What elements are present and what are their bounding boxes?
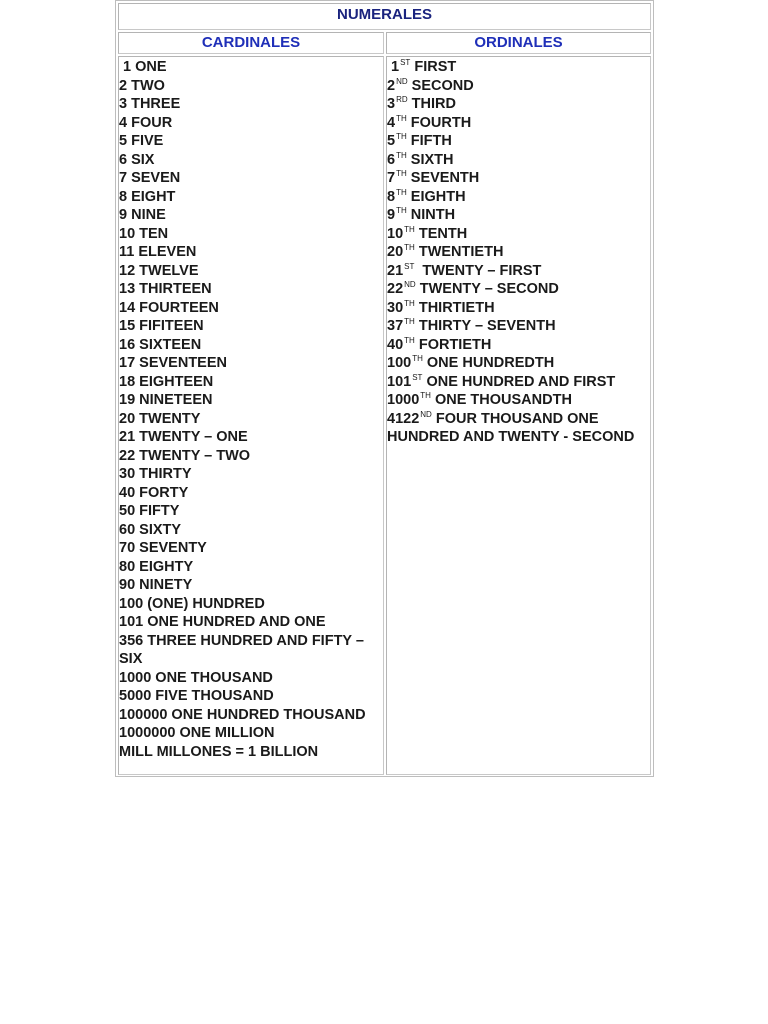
cardinal-item: 1000000 ONE MILLION	[119, 725, 275, 741]
ordinal-item	[387, 354, 650, 373]
cardinal-item: 9 NINE	[119, 207, 166, 223]
ordinal-suffix: ND	[396, 76, 408, 86]
ordinal-number: 4122	[387, 410, 420, 427]
ordinal-word: THIRD	[407, 96, 456, 112]
ordinals-list	[386, 56, 651, 775]
ordinal-number: 37	[387, 318, 404, 334]
ordinal-item	[387, 391, 650, 410]
ordinal-word: THIRTIETH	[414, 299, 495, 316]
ordinal-number: 101	[387, 373, 412, 390]
ordinal-word: FORTIETH	[414, 336, 492, 353]
ordinal-suffix: TH	[404, 298, 415, 308]
ordinal-item	[387, 280, 650, 299]
ordinal-number: 100	[387, 355, 412, 371]
cardinals-list	[118, 56, 384, 775]
ordinal-number: 10	[387, 225, 404, 242]
cardinal-item: 60 SIXTY	[119, 521, 182, 538]
cardinal-item: 22 TWENTY – TWO	[119, 447, 251, 464]
ordinal-item	[387, 225, 650, 244]
cardinal-item: 8 EIGHT	[119, 188, 176, 205]
cardinal-item: 40 FORTY	[119, 484, 189, 501]
cardinal-item: 90 NINETY	[119, 577, 193, 593]
ordinal-number: 2	[387, 77, 396, 94]
cardinal-item: 30 THIRTY	[119, 466, 192, 482]
ordinal-word: FIRST	[410, 59, 457, 75]
ordinal-item	[387, 299, 650, 318]
cardinal-item: 20 TWENTY	[119, 410, 201, 427]
cardinal-item: 12 TWELVE	[119, 262, 199, 279]
ordinal-suffix: TH	[396, 113, 407, 123]
ordinal-word: SECOND	[407, 77, 474, 94]
cardinal-item: 5000 FIVE THOUSAND	[119, 688, 274, 704]
ordinal-suffix: TH	[396, 150, 407, 160]
ordinal-suffix: TH	[404, 243, 415, 252]
cardinal-item: 16 SIXTEEN	[119, 336, 202, 353]
cardinal-item: 15 FIFITEEN	[119, 318, 204, 334]
cardinal-item: 1000 ONE THOUSAND	[119, 669, 273, 686]
ordinal-item	[387, 317, 650, 336]
cardinal-item: 7 SEVEN	[119, 170, 181, 186]
ordinal-word: FIFTH	[406, 133, 452, 149]
cardinal-item: 356 THREE HUNDRED AND FIFTY –	[119, 632, 364, 649]
cardinal-item: 100000 ONE HUNDRED THOUSAND	[119, 706, 366, 723]
ordinal-word: ONE HUNDREDTH	[422, 355, 555, 371]
ordinal-word: EIGHTH	[406, 188, 466, 205]
ordinal-word: NINTH	[406, 207, 456, 223]
cardinal-item: 18 EIGHTEEN	[119, 373, 214, 390]
ordinal-suffix: TH	[396, 169, 407, 178]
table-title: NUMERALES	[118, 3, 651, 30]
cardinal-item: 3 THREE	[119, 96, 181, 112]
cardinal-item: 17 SEVENTEEN	[119, 355, 227, 371]
ordinal-number: 5	[387, 133, 396, 149]
cardinal-item: MILL MILLONES = 1 BILLION	[119, 743, 319, 760]
cardinal-item: 14 FOURTEEN	[119, 299, 219, 316]
cardinals-header: CARDINALES	[118, 32, 384, 54]
cardinal-item: SIX	[119, 651, 143, 667]
ordinal-item	[387, 206, 650, 225]
ordinal-suffix: TH	[396, 206, 407, 215]
ordinal-item	[387, 58, 650, 77]
ordinal-item	[387, 77, 650, 96]
cardinal-item: 4 FOUR	[119, 114, 173, 131]
cardinal-item: 21 TWENTY – ONE	[119, 429, 248, 445]
ordinal-item	[387, 151, 650, 170]
ordinal-suffix: TH	[404, 317, 415, 326]
ordinal-number: 20	[387, 244, 404, 260]
ordinal-number: 40	[387, 336, 404, 353]
ordinal-suffix: TH	[396, 132, 407, 141]
cardinal-item: 19 NINETEEN	[119, 392, 213, 408]
ordinal-number: 4	[387, 114, 396, 131]
cardinal-item: 6 SIX	[119, 151, 155, 168]
ordinal-word: THIRTY – SEVENTH	[414, 318, 556, 334]
cardinal-item: 11 ELEVEN	[119, 244, 197, 260]
ordinal-suffix: ND	[420, 409, 432, 419]
cardinal-item: 13 THIRTEEN	[119, 281, 212, 297]
cardinal-item: 100 (ONE) HUNDRED	[119, 595, 265, 612]
ordinal-item	[387, 373, 650, 392]
cardinal-item: 80 EIGHTY	[119, 558, 194, 575]
ordinal-item	[387, 169, 650, 188]
ordinal-number: 8	[387, 188, 396, 205]
ordinal-suffix: TH	[404, 335, 415, 345]
cardinal-item: 50 FIFTY	[119, 503, 180, 519]
cardinal-item: 1 ONE	[119, 59, 167, 75]
ordinal-item	[387, 95, 650, 114]
ordinal-suffix: TH	[404, 224, 415, 234]
ordinal-item	[387, 188, 650, 207]
numerals-table	[115, 0, 654, 777]
ordinal-number: 21	[387, 262, 404, 279]
cardinal-item: 70 SEVENTY	[119, 540, 207, 556]
ordinal-number: 30	[387, 299, 404, 316]
ordinal-word: TWENTY – SECOND	[415, 281, 559, 297]
ordinal-word: TWENTY – FIRST	[414, 262, 542, 279]
ordinal-suffix: ST	[400, 58, 411, 67]
cardinal-item: 5 FIVE	[119, 133, 164, 149]
ordinal-word: FOUR THOUSAND ONE HUNDRED AND TWENTY - SECOND	[387, 410, 635, 445]
ordinal-number: 9	[387, 207, 396, 223]
ordinal-suffix: ST	[404, 261, 415, 271]
ordinal-item	[387, 114, 650, 133]
ordinal-item	[387, 410, 650, 447]
cardinal-item: 101 ONE HUNDRED AND ONE	[119, 614, 326, 630]
ordinal-word: ONE THOUSANDTH	[430, 392, 572, 408]
ordinal-number: 22	[387, 281, 404, 297]
ordinal-suffix: ST	[412, 372, 423, 382]
ordinal-word: TENTH	[414, 225, 468, 242]
ordinal-suffix: TH	[412, 354, 423, 363]
ordinal-item	[387, 132, 650, 151]
ordinal-suffix: RD	[396, 95, 408, 104]
ordinal-word: TWENTIETH	[414, 244, 504, 260]
ordinal-word: FOURTH	[406, 114, 472, 131]
ordinal-word: SIXTH	[406, 151, 454, 168]
ordinal-number: 7	[387, 170, 396, 186]
ordinal-item	[387, 243, 650, 262]
ordinal-number: 3	[387, 96, 396, 112]
cardinal-item: 2 TWO	[119, 77, 165, 94]
ordinal-number: 1	[387, 59, 400, 75]
ordinal-item	[387, 336, 650, 355]
ordinal-number: 1000	[387, 392, 420, 408]
ordinal-number: 6	[387, 151, 396, 168]
ordinals-header: ORDINALES	[386, 32, 651, 54]
ordinal-suffix: TH	[396, 187, 407, 197]
ordinal-word: SEVENTH	[406, 170, 480, 186]
ordinal-suffix: ND	[404, 280, 416, 289]
ordinal-suffix: TH	[420, 391, 431, 400]
cardinal-item: 10 TEN	[119, 225, 169, 242]
ordinal-word: ONE HUNDRED AND FIRST	[422, 373, 616, 390]
ordinal-item	[387, 262, 650, 281]
